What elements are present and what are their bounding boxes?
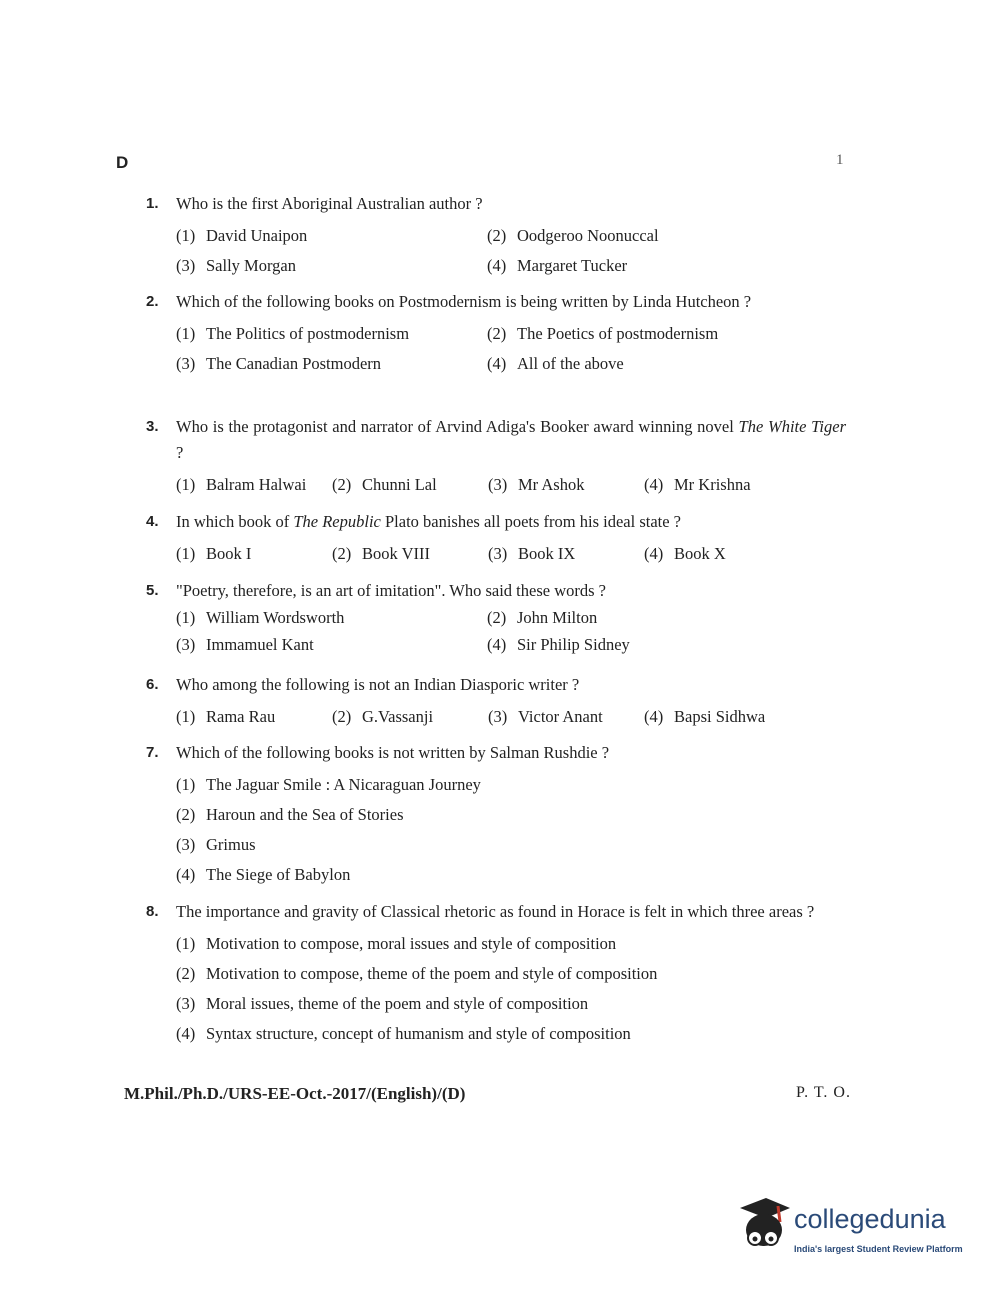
question-text: Who among the following is not an Indian Diasporic writer ? <box>176 675 580 694</box>
option-1: (1) Rama Rau <box>176 707 276 726</box>
page-number: 1 <box>836 152 844 168</box>
option-4: (4) Sir Philip Sidney <box>487 634 630 654</box>
question-7 <box>146 740 846 890</box>
option-1: (1) David Unaipon <box>176 226 308 245</box>
option-3: (3) Grimus <box>176 835 256 854</box>
option-4: (4) Syntax structure, concept of humanism and style of composition <box>176 1024 631 1043</box>
novel-title: The White Tiger <box>738 417 846 436</box>
book-title: The Republic <box>293 512 381 531</box>
question-number: 6. <box>146 676 159 693</box>
question-1 <box>146 191 846 281</box>
question-text: The importance and gravity of Classical rhetoric as found in Horace is felt in which three areas ? <box>176 902 815 921</box>
question-number: 2. <box>146 293 159 310</box>
option-2: (2) The Poetics of postmodernism <box>487 324 719 343</box>
option-1: (1) Balram Halwai <box>176 475 307 494</box>
option-2: (2) G.Vassanji <box>332 707 434 726</box>
option-3: (3) Immamuel Kant <box>176 634 314 654</box>
question-text: Who is the first Aboriginal Australian author ? <box>176 194 483 213</box>
option-4: (4) Book X <box>644 544 726 563</box>
question-6 <box>146 672 846 732</box>
collegedunia-watermark <box>736 1196 966 1266</box>
option-1: (1) William Wordsworth <box>176 607 345 627</box>
paper-series: D <box>116 153 129 172</box>
brand-name: collegedunia <box>794 1204 946 1234</box>
question-number: 7. <box>146 744 159 761</box>
question-4 <box>146 509 846 569</box>
option-1: (1) Book I <box>176 544 252 563</box>
question-number: 8. <box>146 903 159 920</box>
option-1: (1) The Politics of postmodernism <box>176 324 410 343</box>
option-3: (3) Sally Morgan <box>176 256 296 275</box>
option-3: (3) Book IX <box>488 544 576 563</box>
question-text: Which of the following books on Postmodernism is being written by Linda Hutcheon ? <box>176 292 752 311</box>
option-3: (3) Victor Anant <box>488 707 603 726</box>
pto-label: P. T. O. <box>796 1084 851 1101</box>
question-8 <box>146 899 846 1049</box>
option-2: (2) Motivation to compose, theme of the poem and style of composition <box>176 964 658 983</box>
option-2: (2) Book VIII <box>332 544 430 563</box>
option-4: (4) The Siege of Babylon <box>176 865 351 884</box>
option-1: (1) The Jaguar Smile : A Nicaraguan Journey <box>176 775 481 794</box>
question-text: Who is the protagonist and narrator of Arvind Adiga's Booker award winning novel The White Tiger ? <box>176 417 846 462</box>
graduate-mascot-icon <box>736 1196 792 1256</box>
question-5 <box>146 578 846 658</box>
option-3: (3) Moral issues, theme of the poem and style of composition <box>176 994 589 1013</box>
option-1: (1) Motivation to compose, moral issues and style of composition <box>176 934 617 953</box>
option-2: (2) Haroun and the Sea of Stories <box>176 805 404 824</box>
option-4: (4) All of the above <box>487 354 624 373</box>
question-text: "Poetry, therefore, is an art of imitation". Who said these words ? <box>176 581 606 600</box>
option-3: (3) Mr Ashok <box>488 475 585 494</box>
question-number: 5. <box>146 582 159 599</box>
option-4: (4) Bapsi Sidhwa <box>644 707 766 726</box>
question-text: In which book of The Republic Plato banishes all poets from his ideal state ? <box>176 512 682 531</box>
option-4: (4) Margaret Tucker <box>487 256 628 275</box>
option-2: (2) Oodgeroo Noonuccal <box>487 226 659 245</box>
option-4: (4) Mr Krishna <box>644 475 751 494</box>
question-number: 1. <box>146 195 159 212</box>
question-3 <box>146 414 846 500</box>
paper-code: M.Phil./Ph.D./URS-EE-Oct.-2017/(English)/(D) <box>124 1084 466 1103</box>
question-2 <box>146 289 846 379</box>
question-number: 4. <box>146 513 159 530</box>
brand-tagline: India's largest Student Review Platform <box>794 1244 963 1254</box>
option-2: (2) Chunni Lal <box>332 475 437 494</box>
option-3: (3) The Canadian Postmodern <box>176 354 382 373</box>
option-2: (2) John Milton <box>487 607 598 627</box>
question-text: Which of the following books is not written by Salman Rushdie ? <box>176 743 610 762</box>
question-number: 3. <box>146 418 159 435</box>
